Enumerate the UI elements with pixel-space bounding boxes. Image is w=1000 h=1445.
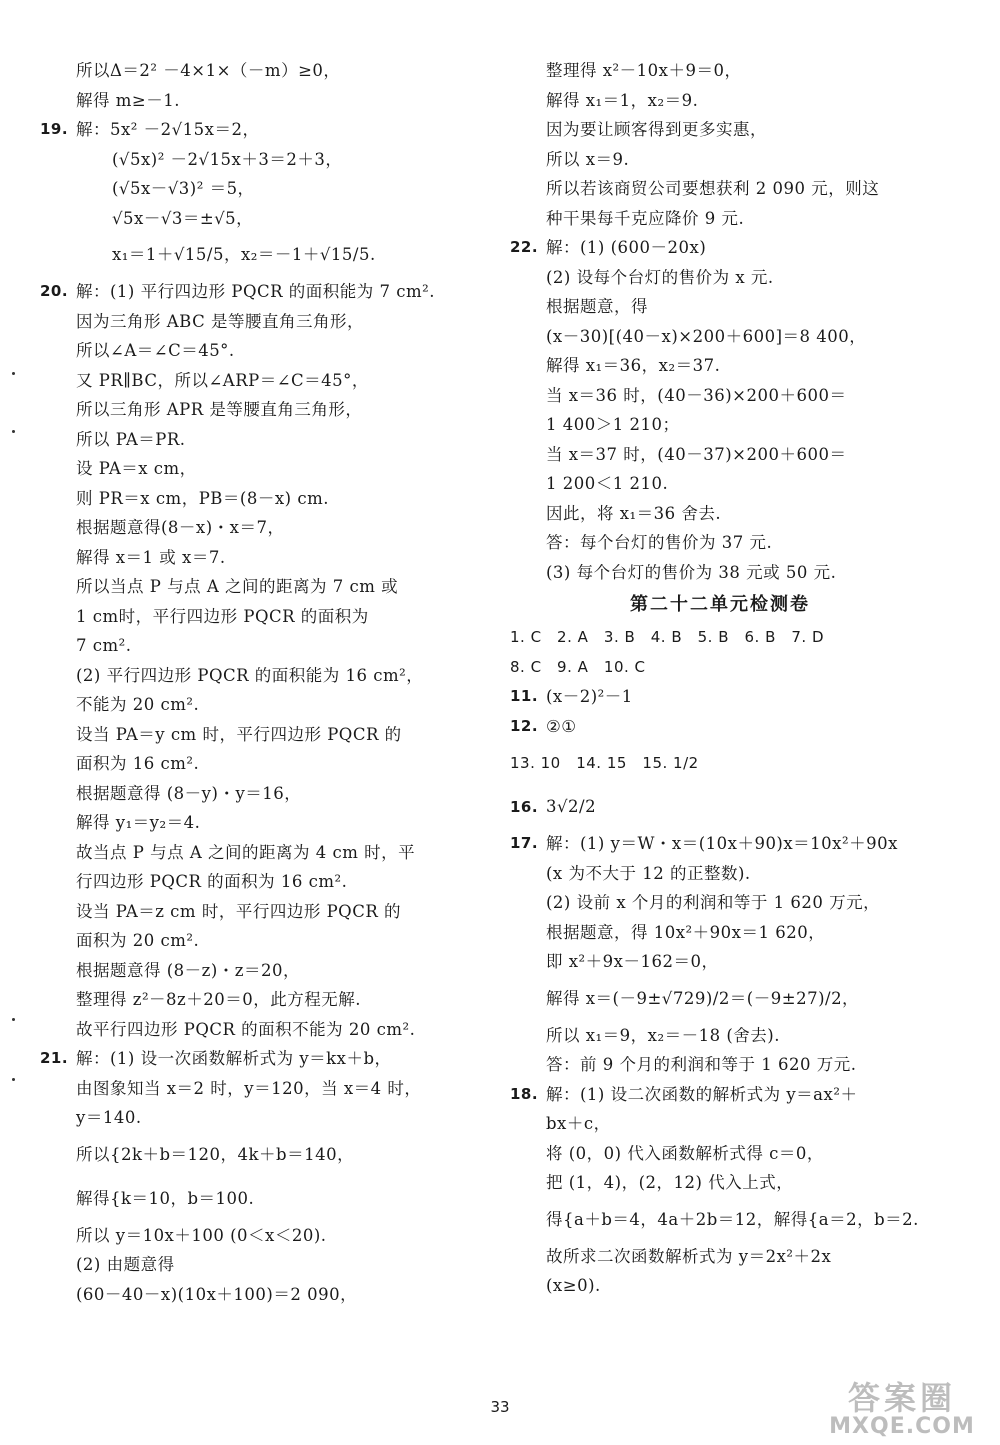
- text-line: [510, 528, 930, 558]
- line-text: 根据题意得 (8－z)・z＝20，: [76, 960, 300, 980]
- text-line: [40, 233, 450, 277]
- line-text: 7 cm².: [76, 636, 132, 655]
- line-text: 解：(1) 平行四边形 PQCR 的面积能为 7 cm².: [76, 282, 436, 301]
- line-text: (2) 由题意得: [76, 1255, 175, 1274]
- text-line: [510, 623, 930, 653]
- text-line: [510, 410, 930, 440]
- text-line: [40, 513, 450, 543]
- text-line: [40, 56, 450, 86]
- line-text: 由图象知当 x＝2 时，y＝120，当 x＝4 时，: [76, 1078, 422, 1098]
- text-line: [40, 115, 450, 145]
- text-line: [40, 749, 450, 779]
- question-number: 11.: [510, 687, 539, 705]
- line-text: ②①: [546, 716, 577, 736]
- text-line: [510, 1109, 930, 1139]
- text-line: [510, 977, 930, 1021]
- line-text: 根据题意得(8－x)・x＝7，: [76, 518, 285, 537]
- watermark-logo: [812, 1373, 992, 1439]
- text-line: [510, 1021, 930, 1051]
- line-text: 将 (0，0) 代入函数解析式得 c＝0，: [546, 1143, 824, 1163]
- text-line: [40, 307, 450, 337]
- text-line: [510, 741, 930, 785]
- line-text: 解得 x＝1 或 x＝7.: [76, 547, 226, 567]
- text-line: [40, 145, 450, 175]
- line-text: 面积为 16 cm².: [76, 754, 200, 773]
- text-line: [40, 425, 450, 455]
- question-number: 20.: [40, 282, 69, 300]
- text-line: [40, 86, 450, 116]
- text-line: [510, 918, 930, 948]
- line-text: 又 PR∥BC，所以∠ARP＝∠C＝45°，: [76, 370, 369, 390]
- line-text: 根据题意得 (8－y)・y＝16，: [76, 783, 302, 803]
- line-text: 根据题意，得: [546, 297, 648, 316]
- line-text: x₁＝1＋√15/5，x₂＝－1＋√15/5.: [112, 245, 376, 264]
- line-text: 整理得 x²－10x＋9＝0，: [546, 61, 742, 80]
- text-line: [510, 440, 930, 470]
- line-text: 解得 m≥－1.: [76, 90, 180, 110]
- line-text: 所以 y＝10x＋100 (0＜x＜20).: [76, 1225, 327, 1245]
- line-text: (√5x－√3)² ＝5，: [112, 179, 255, 198]
- text-line: [510, 469, 930, 499]
- question-number: 21.: [40, 1049, 69, 1067]
- margin-dot: [12, 1018, 15, 1021]
- question-number: 19.: [40, 120, 69, 138]
- text-line: [510, 682, 930, 712]
- text-line: [510, 292, 930, 322]
- line-text: 解：(1) 设一次函数解析式为 y＝kx＋b，: [76, 1049, 392, 1068]
- line-text: 解得 y₁＝y₂＝4.: [76, 813, 201, 832]
- text-line: [510, 381, 930, 411]
- line-text: 所以若该商贸公司要想获利 2 090 元，则这: [546, 179, 880, 198]
- text-line: [510, 785, 930, 829]
- text-line: [40, 204, 450, 234]
- line-text: 整理得 z²－8z＋20＝0，此方程无解.: [76, 990, 361, 1009]
- line-text: (2) 平行四边形 PQCR 的面积能为 16 cm²，: [76, 665, 424, 685]
- line-text: 因此，将 x₁＝36 舍去.: [546, 503, 722, 523]
- question-number: 12.: [510, 716, 539, 735]
- line-text: bx＋c，: [546, 1114, 611, 1133]
- text-line: [510, 1139, 930, 1169]
- text-line: [40, 395, 450, 425]
- text-line: [510, 829, 930, 859]
- text-line: [510, 322, 930, 352]
- line-text: (x－30)[(40－x)×200＋600]＝8 400，: [546, 326, 867, 346]
- line-text: 则 PR＝x cm，PB＝(8－x) cm.: [76, 488, 329, 508]
- text-line: [40, 602, 450, 632]
- line-text: 根据题意，得 10x²＋90x＝1 620，: [546, 922, 826, 942]
- line-text: 面积为 20 cm².: [76, 931, 200, 950]
- line-text: 因为要让顾客得到更多实惠，: [546, 120, 767, 139]
- line-text: (2) 设每个台灯的售价为 x 元.: [546, 267, 774, 287]
- text-line: [40, 661, 450, 691]
- question-number: 17.: [510, 834, 539, 852]
- text-line: [40, 174, 450, 204]
- text-line: [510, 1168, 930, 1198]
- line-text: 1 200＜1 210.: [546, 474, 669, 493]
- text-line: [40, 1044, 450, 1074]
- text-line: [40, 985, 450, 1015]
- line-text: 因为三角形 ABC 是等腰直角三角形，: [76, 311, 364, 331]
- text-line: [510, 888, 930, 918]
- line-text: 所以 PA＝PR.: [76, 429, 186, 449]
- text-line: [40, 1177, 450, 1221]
- line-text: 当 x＝37 时，(40－37)×200＋600＝: [546, 444, 847, 464]
- text-line: [40, 897, 450, 927]
- text-line: [40, 867, 450, 897]
- watermark-text: MXQE.COM: [829, 1414, 975, 1439]
- text-line: [510, 1271, 930, 1301]
- text-line: [510, 174, 930, 204]
- question-number: 16.: [510, 798, 539, 816]
- line-text: 所以 x＝9.: [546, 149, 630, 169]
- line-text: 得{a＋b＝4，4a＋2b＝12，解得{a＝2，b＝2.: [546, 1209, 919, 1229]
- margin-dot: [12, 372, 15, 375]
- line-text: (√5x)² －2√15x＋3＝2＋3，: [112, 149, 343, 169]
- text-line: [510, 1198, 930, 1242]
- line-text: 所以 x₁＝9，x₂＝－18 (舍去).: [546, 1025, 780, 1045]
- text-line: [510, 1050, 930, 1080]
- line-text: 设 PA＝x cm，: [76, 459, 197, 478]
- text-line: [510, 86, 930, 116]
- line-text: (2) 设前 x 个月的利润和等于 1 620 万元，: [546, 893, 881, 912]
- line-text: 解：(1) y＝W・x＝(10x＋90)x＝10x²＋90x: [546, 834, 898, 853]
- text-line: [510, 1080, 930, 1110]
- line-text: 8. C 9. A 10. C: [510, 657, 646, 676]
- text-line: [40, 543, 450, 573]
- line-text: 把 (1，4)，(2，12) 代入上式，: [546, 1173, 794, 1192]
- line-text: 故所求二次函数解析式为 y＝2x²＋2x: [546, 1246, 832, 1266]
- line-text: (x 为不大于 12 的正整数).: [546, 863, 751, 883]
- text-line: [510, 145, 930, 175]
- line-text: 所以{2k＋b＝120，4k＋b＝140，: [76, 1144, 355, 1164]
- line-text: 1. C 2. A 3. B 4. B 5. B 6. B 7. D: [510, 628, 825, 646]
- text-line: [40, 366, 450, 396]
- line-text: 所以三角形 APR 是等腰直角三角形，: [76, 400, 363, 419]
- line-text: 解：(1) 设二次函数的解析式为 y＝ax²＋: [546, 1084, 858, 1104]
- line-text: 不能为 20 cm².: [76, 695, 200, 714]
- text-line: [40, 720, 450, 750]
- text-line: [40, 454, 450, 484]
- margin-dot: [12, 430, 15, 433]
- line-text: y＝140.: [76, 1108, 142, 1127]
- line-text: 解：(1) (600－20x): [546, 238, 707, 257]
- line-text: 3√2/2: [546, 797, 597, 816]
- text-line: [40, 572, 450, 602]
- text-line: [40, 1221, 450, 1251]
- text-line: [510, 947, 930, 977]
- line-text: 即 x²＋9x－162＝0，: [546, 952, 719, 971]
- question-number: 18.: [510, 1084, 539, 1103]
- text-line: [510, 499, 930, 529]
- line-text: 1 400＞1 210；: [546, 415, 680, 434]
- line-text: 答：每个台灯的售价为 37 元.: [546, 533, 773, 552]
- text-line: [510, 712, 930, 742]
- text-line: [40, 956, 450, 986]
- text-line: [40, 336, 450, 366]
- line-text: 答：前 9 个月的利润和等于 1 620 万元.: [546, 1055, 857, 1074]
- text-line: [40, 631, 450, 661]
- text-line: [40, 1280, 450, 1310]
- text-line: [510, 115, 930, 145]
- line-text: 行四边形 PQCR 的面积为 16 cm².: [76, 872, 348, 891]
- text-line: [510, 204, 930, 234]
- line-text: (60－40－x)(10x＋100)＝2 090，: [76, 1284, 358, 1304]
- line-text: 解得 x＝(－9±√729)/2＝(－9±27)/2，: [546, 988, 860, 1008]
- text-line: [510, 1242, 930, 1272]
- line-text: 所以当点 P 与点 A 之间的距离为 7 cm 或: [76, 577, 399, 596]
- page-number: 33: [490, 1398, 510, 1416]
- line-text: 所以∠A＝∠C＝45°.: [76, 341, 235, 360]
- text-line: [510, 56, 930, 86]
- text-line: [40, 779, 450, 809]
- text-line: [510, 263, 930, 293]
- line-text: 解得 x₁＝36，x₂＝37.: [546, 356, 721, 375]
- line-text: (x－2)²－1: [546, 687, 633, 706]
- text-line: [40, 1250, 450, 1280]
- line-text: 设当 PA＝z cm 时，平行四边形 PQCR 的: [76, 901, 401, 921]
- line-text: 种干果每千克应降价 9 元.: [546, 208, 745, 228]
- text-line: [40, 1074, 450, 1104]
- line-text: 故当点 P 与点 A 之间的距离为 4 cm 时，平: [76, 842, 416, 862]
- text-line: [40, 484, 450, 514]
- line-text: 所以Δ＝2² －4×1×（－m）≥0，: [76, 61, 341, 80]
- line-text: 设当 PA＝y cm 时，平行四边形 PQCR 的: [76, 724, 402, 744]
- line-text: 解得{k＝10，b＝100.: [76, 1188, 255, 1208]
- text-line: [510, 558, 930, 588]
- text-line: [40, 1015, 450, 1045]
- text-line: [510, 859, 930, 889]
- line-text: 13. 10 14. 15 15. 1/2: [510, 754, 699, 772]
- line-text: 解：5x² －2√15x＝2，: [76, 120, 260, 139]
- text-line: [40, 838, 450, 868]
- line-text: 故平行四边形 PQCR 的面积不能为 20 cm².: [76, 1019, 416, 1039]
- left-column: [40, 56, 450, 1309]
- line-text: √5x－√3＝±√5，: [112, 208, 254, 228]
- line-text: (3) 每个台灯的售价为 38 元或 50 元.: [546, 562, 837, 582]
- text-line: [40, 1133, 450, 1177]
- margin-dot: [12, 1078, 15, 1081]
- text-line: [40, 926, 450, 956]
- section-title: 第二十二单元检测卷: [630, 594, 810, 615]
- line-text: 解得 x₁＝1，x₂＝9.: [546, 90, 699, 110]
- text-line: [40, 1103, 450, 1133]
- line-text: 当 x＝36 时，(40－36)×200＋600＝: [546, 385, 847, 405]
- line-text: (x≥0).: [546, 1276, 601, 1295]
- text-line: [510, 233, 930, 263]
- text-line: [40, 277, 450, 307]
- line-text: 1 cm时，平行四边形 PQCR 的面积为: [76, 606, 369, 626]
- text-line: [510, 351, 930, 381]
- watermark-chinese: 答案圈: [847, 1379, 956, 1417]
- question-number: 22.: [510, 238, 539, 256]
- text-line: [40, 690, 450, 720]
- right-column: [510, 56, 930, 1301]
- text-line: [40, 808, 450, 838]
- text-line: [510, 653, 930, 683]
